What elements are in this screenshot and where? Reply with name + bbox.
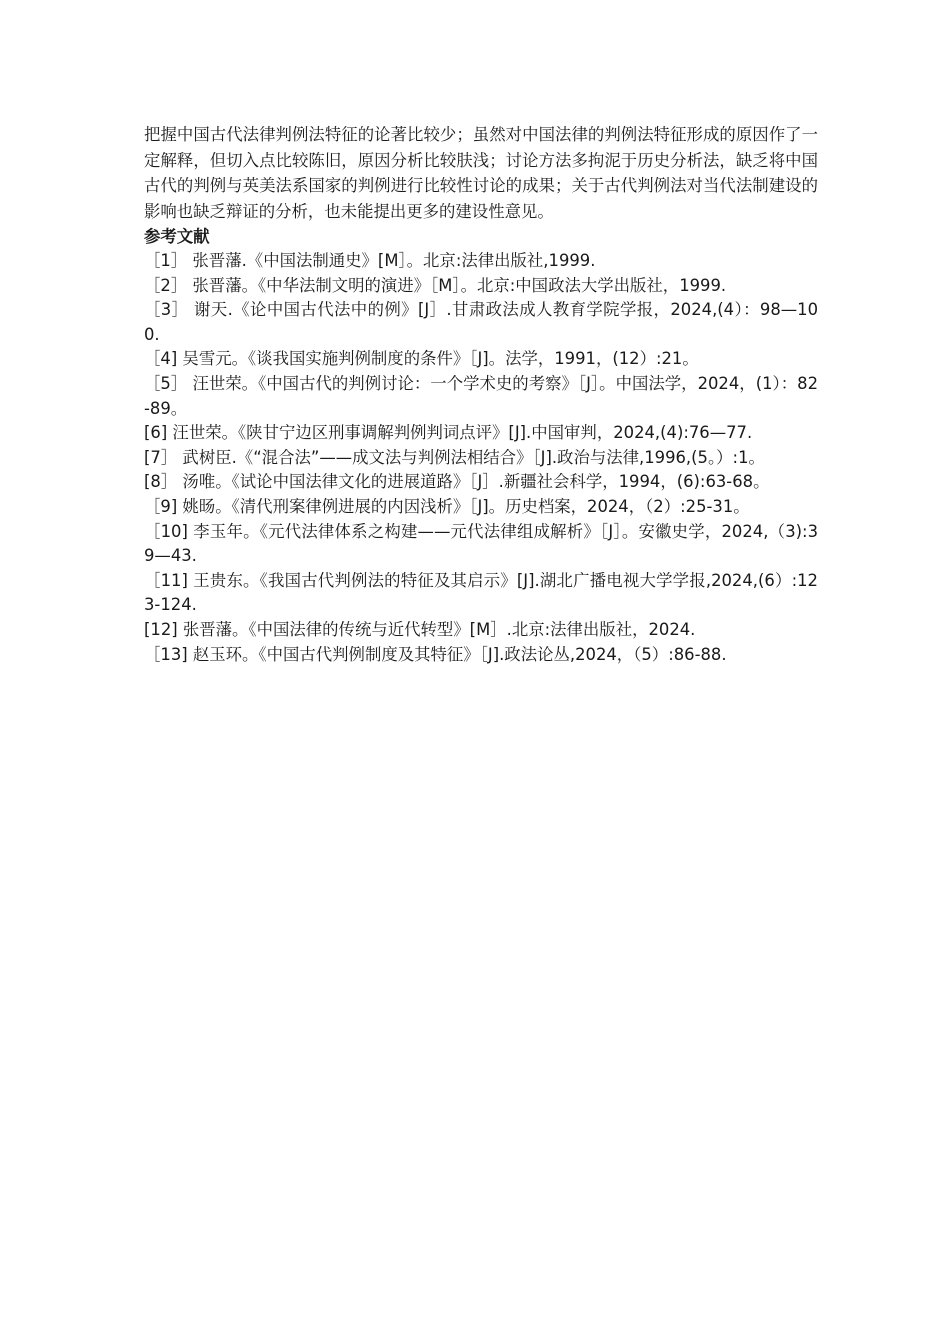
reference-item: ［11] 王贵东。《我国古代判例法的特征及其启示》[J].湖北广播电视大学学报,2024,(6）:123-124.: [144, 570, 818, 615]
reference-list: [144, 249, 818, 667]
intro-paragraph: 把握中国古代法律判例法特征的论著比较少；虽然对中国法律的判例法特征形成的原因作了一定解释，但切入点比较陈旧，原因分析比较肤浅；讨论方法多拘泥于历史分析法，缺乏将中国古代的判例与英美法系国家的判例进行比较性讨论的成果；关于古代判例法对当代法制建设的影响也缺乏辩证的分析，也未能提出更多的建设性意见。: [144, 125, 818, 221]
reference-item: ［5］ 汪世荣。《中国古代的判例讨论：一个学术史的考察》［J］。中国法学，2024，(1）：82-89。: [144, 373, 818, 418]
references-heading: 参考文献: [144, 227, 210, 246]
reference-item: ［4] 吴雪元。《谈我国实施判例制度的条件》［J]。法学，1991，(12）:21。: [144, 349, 699, 369]
reference-item: ［10] 李玉年。《元代法律体系之构建——元代法律组成解析》［J］。安徽史学，2024,（3):39—43.: [144, 521, 818, 566]
reference-item: [8］ 汤唯。《试论中国法律文化的进展道路》［J］.新疆社会科学，1994，(6):63-68。: [144, 472, 770, 492]
reference-item: ［1］ 张晋藩.《中国法制通史》[M］。北京:法律出版社,1999.: [144, 251, 596, 270]
reference-item: ［9] 姚旸。《清代刑案律例进展的内因浅析》［J]。历史档案，2024，（2）:25-31。: [144, 496, 750, 516]
document-page: [144, 122, 818, 667]
reference-item: ［3］ 谢天.《论中国古代法中的例》[J］.甘肃政法成人教育学院学报，2024,(4）：98—100.: [144, 300, 818, 344]
reference-item: ［13] 赵玉环。《中国古代判例制度及其特征》［J].政法论丛,2024，（5）:86-88.: [144, 644, 727, 664]
reference-item: ［2］ 张晋藩。《中华法制文明的演进》［M］。北京:中国政法大学出版社，1999.: [144, 275, 727, 295]
reference-item: [12] 张晋藩。《中国法律的传统与近代转型》[M］.北京:法律出版社，2024.: [144, 619, 696, 639]
reference-item: [6] 汪世荣。《陕甘宁边区刑事调解判例判词点评》[J].中国审判，2024,(4):76—77.: [144, 423, 753, 443]
reference-item: [7］ 武树臣.《“混合法”——成文法与判例法相结合》［J].政治与法律,1996,(5。）:1。: [144, 447, 765, 467]
